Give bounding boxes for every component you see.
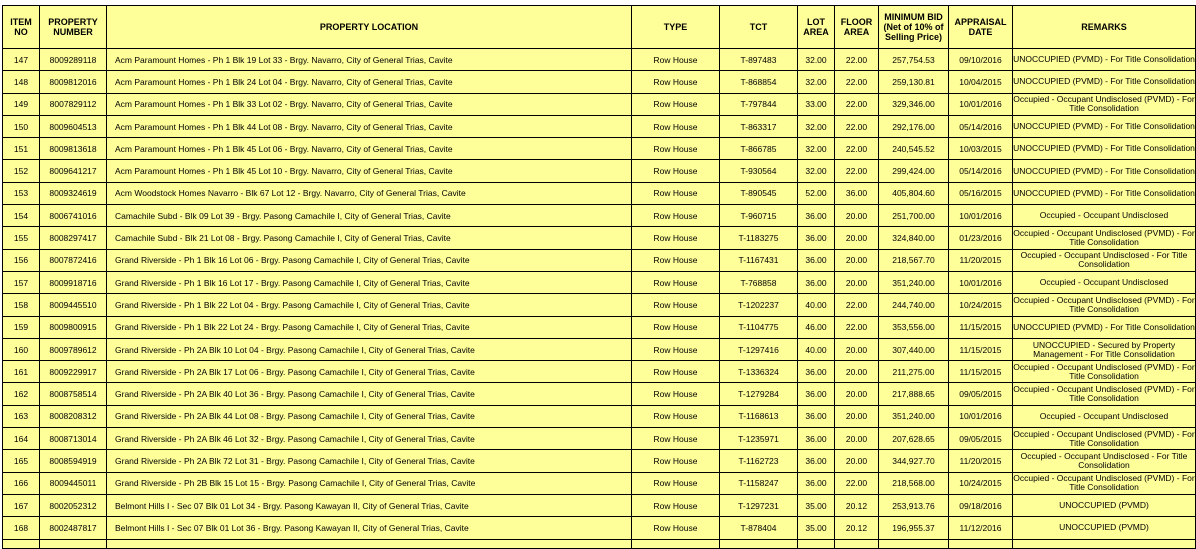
cell-empty — [949, 539, 1013, 548]
cell-min-bid: 292,176.00 — [879, 115, 949, 137]
cell-item-no: 160 — [3, 338, 40, 360]
cell-item-no: 163 — [3, 405, 40, 427]
cell-remarks: UNOCCUPIED (PVMD) - For Title Consolidation — [1013, 49, 1196, 71]
cell-min-bid: 207,628.65 — [879, 428, 949, 450]
cell-appraisal-date: 10/01/2016 — [949, 205, 1013, 227]
cell-lot-area: 40.00 — [798, 338, 835, 360]
cell-item-no: 167 — [3, 494, 40, 516]
cell-tct: T-960715 — [720, 205, 798, 227]
cell-lot-area: 36.00 — [798, 249, 835, 271]
cell-appraisal-date: 09/05/2015 — [949, 383, 1013, 405]
cell-remarks: Occupied - Occupant Undisclosed — [1013, 205, 1196, 227]
table-row — [3, 517, 1196, 539]
col-header-item-no: ITEM NO — [3, 6, 40, 49]
cell-tct: T-1104775 — [720, 316, 798, 338]
cell-lot-area: 32.00 — [798, 49, 835, 71]
cell-tct: T-866785 — [720, 138, 798, 160]
cell-type: Row House — [632, 294, 720, 316]
cell-type: Row House — [632, 361, 720, 383]
cell-min-bid: 251,700.00 — [879, 205, 949, 227]
cell-remarks: UNOCCUPIED (PVMD) - For Title Consolidation — [1013, 160, 1196, 182]
cell-min-bid: 257,754.53 — [879, 49, 949, 71]
cell-lot-area: 35.00 — [798, 517, 835, 539]
cell-lot-area: 32.00 — [798, 160, 835, 182]
cell-remarks: Occupied - Occupant Undisclosed (PVMD) - For Title Consolidation — [1013, 383, 1196, 405]
cell-floor-area: 22.00 — [835, 93, 879, 115]
cell-lot-area: 35.00 — [798, 494, 835, 516]
cell-property-number: 8009229917 — [40, 361, 107, 383]
cell-appraisal-date: 11/20/2015 — [949, 450, 1013, 472]
cell-lot-area: 36.00 — [798, 383, 835, 405]
cell-appraisal-date: 05/14/2016 — [949, 160, 1013, 182]
cell-floor-area: 22.00 — [835, 71, 879, 93]
cell-appraisal-date: 11/15/2015 — [949, 338, 1013, 360]
cell-item-no: 166 — [3, 472, 40, 494]
table-body — [3, 49, 1196, 549]
cell-appraisal-date: 11/15/2015 — [949, 316, 1013, 338]
cell-item-no: 162 — [3, 383, 40, 405]
cell-location: Belmont Hills I - Sec 07 Blk 01 Lot 36 - Brgy. Pasong Kawayan II, City of General Trias, Cavite — [107, 517, 632, 539]
cell-tct: T-897483 — [720, 49, 798, 71]
cell-type: Row House — [632, 71, 720, 93]
cell-lot-area: 32.00 — [798, 71, 835, 93]
cell-lot-area: 36.00 — [798, 405, 835, 427]
cell-floor-area: 20.12 — [835, 494, 879, 516]
cell-property-number: 8008297417 — [40, 227, 107, 249]
cell-type: Row House — [632, 338, 720, 360]
cell-floor-area: 22.00 — [835, 115, 879, 137]
cell-floor-area: 22.00 — [835, 138, 879, 160]
cell-empty — [632, 539, 720, 548]
table-row — [3, 93, 1196, 115]
cell-min-bid: 211,275.00 — [879, 361, 949, 383]
col-header-floor-area: FLOOR AREA — [835, 6, 879, 49]
cell-tct: T-1168613 — [720, 405, 798, 427]
cell-floor-area: 22.00 — [835, 49, 879, 71]
cell-location: Grand Riverside - Ph 2B Blk 15 Lot 15 - Brgy. Pasong Camachile I, City of General Trias, Cavite — [107, 472, 632, 494]
cell-tct: T-1297231 — [720, 494, 798, 516]
cell-floor-area: 20.00 — [835, 450, 879, 472]
cell-tct: T-890545 — [720, 182, 798, 204]
cell-tct: T-1183275 — [720, 227, 798, 249]
cell-property-number: 8009604513 — [40, 115, 107, 137]
cell-remarks: UNOCCUPIED (PVMD) - For Title Consolidation — [1013, 71, 1196, 93]
cell-property-number: 8009445011 — [40, 472, 107, 494]
cell-remarks: UNOCCUPIED (PVMD) — [1013, 517, 1196, 539]
cell-property-number: 8009641217 — [40, 160, 107, 182]
table-row — [3, 361, 1196, 383]
cell-remarks: UNOCCUPIED - Secured by Property Management - For Title Consolidation — [1013, 338, 1196, 360]
cell-remarks: Occupied - Occupant Undisclosed (PVMD) - For Title Consolidation — [1013, 93, 1196, 115]
cell-type: Row House — [632, 138, 720, 160]
cell-empty — [107, 539, 632, 548]
cell-location: Belmont Hills I - Sec 07 Blk 01 Lot 34 - Brgy. Pasong Kawayan II, City of General Trias, Cavite — [107, 494, 632, 516]
cell-tct: T-878404 — [720, 517, 798, 539]
cell-empty — [835, 539, 879, 548]
cell-remarks: Occupied - Occupant Undisclosed (PVMD) - For Title Consolidation — [1013, 361, 1196, 383]
cell-empty — [3, 539, 40, 548]
cell-remarks: UNOCCUPIED (PVMD) — [1013, 494, 1196, 516]
cell-type: Row House — [632, 205, 720, 227]
col-header-appraisal-date: APPRAISAL DATE — [949, 6, 1013, 49]
table-row — [3, 227, 1196, 249]
cell-remarks: UNOCCUPIED (PVMD) - For Title Consolidation — [1013, 138, 1196, 160]
cell-property-number: 8008758514 — [40, 383, 107, 405]
cell-min-bid: 244,740.00 — [879, 294, 949, 316]
cell-tct: T-930564 — [720, 160, 798, 182]
cell-property-number: 8009812016 — [40, 71, 107, 93]
cell-tct: T-1158247 — [720, 472, 798, 494]
cell-tct: T-768858 — [720, 271, 798, 293]
cell-min-bid: 307,440.00 — [879, 338, 949, 360]
cell-location: Camachile Subd - Blk 21 Lot 08 - Brgy. Pasong Camachile I, City of General Trias, Cavite — [107, 227, 632, 249]
cell-remarks: Occupied - Occupant Undisclosed (PVMD) - For Title Consolidation — [1013, 294, 1196, 316]
cell-property-number: 8008594919 — [40, 450, 107, 472]
cell-floor-area: 22.00 — [835, 472, 879, 494]
table-row — [3, 138, 1196, 160]
cell-location: Acm Paramount Homes - Ph 1 Blk 19 Lot 33 - Brgy. Navarro, City of General Trias, Cavite — [107, 49, 632, 71]
cell-property-number: 8009789612 — [40, 338, 107, 360]
cell-appraisal-date: 10/24/2015 — [949, 472, 1013, 494]
cell-min-bid: 196,955.37 — [879, 517, 949, 539]
cell-floor-area: 20.00 — [835, 383, 879, 405]
cell-location: Acm Paramount Homes - Ph 1 Blk 24 Lot 04 - Brgy. Navarro, City of General Trias, Cavite — [107, 71, 632, 93]
cell-location: Acm Paramount Homes - Ph 1 Blk 45 Lot 06 - Brgy. Navarro, City of General Trias, Cavite — [107, 138, 632, 160]
cell-appraisal-date: 09/05/2015 — [949, 428, 1013, 450]
cell-item-no: 147 — [3, 49, 40, 71]
cell-appraisal-date: 11/20/2015 — [949, 249, 1013, 271]
cell-appraisal-date: 10/24/2015 — [949, 294, 1013, 316]
cell-type: Row House — [632, 49, 720, 71]
table-row — [3, 49, 1196, 71]
cell-appraisal-date: 10/01/2016 — [949, 93, 1013, 115]
cell-type: Row House — [632, 227, 720, 249]
cell-min-bid: 299,424.00 — [879, 160, 949, 182]
cell-property-number: 8008713014 — [40, 428, 107, 450]
cell-location: Grand Riverside - Ph 2A Blk 10 Lot 04 - Brgy. Pasong Camachile I, City of General Trias, Cavite — [107, 338, 632, 360]
cell-item-no: 158 — [3, 294, 40, 316]
cell-lot-area: 32.00 — [798, 115, 835, 137]
cell-property-number: 8007872416 — [40, 249, 107, 271]
cell-floor-area: 20.00 — [835, 405, 879, 427]
cell-appraisal-date: 11/15/2015 — [949, 361, 1013, 383]
cell-min-bid: 240,545.52 — [879, 138, 949, 160]
cell-empty — [798, 539, 835, 548]
cell-type: Row House — [632, 450, 720, 472]
cell-appraisal-date: 11/12/2016 — [949, 517, 1013, 539]
cell-min-bid: 259,130.81 — [879, 71, 949, 93]
cell-floor-area: 22.00 — [835, 160, 879, 182]
property-listing-table — [2, 5, 1196, 549]
cell-item-no: 149 — [3, 93, 40, 115]
cell-min-bid: 329,346.00 — [879, 93, 949, 115]
col-header-type: TYPE — [632, 6, 720, 49]
table-row — [3, 428, 1196, 450]
cell-property-number: 8009324619 — [40, 182, 107, 204]
cell-floor-area: 20.00 — [835, 338, 879, 360]
cell-tct: T-1279284 — [720, 383, 798, 405]
cell-min-bid: 344,927.70 — [879, 450, 949, 472]
cell-min-bid: 218,568.00 — [879, 472, 949, 494]
cell-floor-area: 20.00 — [835, 227, 879, 249]
cell-floor-area: 20.12 — [835, 517, 879, 539]
cell-property-number: 8002052312 — [40, 494, 107, 516]
cell-min-bid: 351,240.00 — [879, 405, 949, 427]
cell-property-number: 8009918716 — [40, 271, 107, 293]
cell-item-no: 150 — [3, 115, 40, 137]
cell-tct: T-868854 — [720, 71, 798, 93]
table-row — [3, 294, 1196, 316]
cell-location: Grand Riverside - Ph 1 Blk 16 Lot 17 - Brgy. Pasong Camachile I, City of General Trias, Cavite — [107, 271, 632, 293]
cell-type: Row House — [632, 115, 720, 137]
cell-type: Row House — [632, 316, 720, 338]
cell-property-number: 8009445510 — [40, 294, 107, 316]
cell-min-bid: 405,804.60 — [879, 182, 949, 204]
cell-tct: T-1336324 — [720, 361, 798, 383]
cell-min-bid: 353,556.00 — [879, 316, 949, 338]
cell-item-no: 164 — [3, 428, 40, 450]
cell-type: Row House — [632, 271, 720, 293]
cell-floor-area: 22.00 — [835, 316, 879, 338]
cell-empty — [1013, 539, 1196, 548]
cell-property-number: 8007829112 — [40, 93, 107, 115]
cell-lot-area: 36.00 — [798, 472, 835, 494]
cell-location: Grand Riverside - Ph 1 Blk 22 Lot 24 - Brgy. Pasong Camachile I, City of General Trias, Cavite — [107, 316, 632, 338]
cell-location: Acm Paramount Homes - Ph 1 Blk 45 Lot 10 - Brgy. Navarro, City of General Trias, Cavite — [107, 160, 632, 182]
cell-property-number: 8009800915 — [40, 316, 107, 338]
table-row — [3, 472, 1196, 494]
table-row-cutoff — [3, 539, 1196, 548]
cell-appraisal-date: 09/18/2016 — [949, 494, 1013, 516]
cell-location: Grand Riverside - Ph 2A Blk 17 Lot 06 - Brgy. Pasong Camachile I, City of General Trias, Cavite — [107, 361, 632, 383]
table-row — [3, 71, 1196, 93]
cell-item-no: 156 — [3, 249, 40, 271]
cell-lot-area: 32.00 — [798, 138, 835, 160]
table-row — [3, 316, 1196, 338]
cell-item-no: 151 — [3, 138, 40, 160]
cell-type: Row House — [632, 472, 720, 494]
col-header-lot-area: LOT AREA — [798, 6, 835, 49]
cell-appraisal-date: 10/01/2016 — [949, 271, 1013, 293]
cell-remarks: UNOCCUPIED (PVMD) - For Title Consolidation — [1013, 115, 1196, 137]
cell-floor-area: 20.00 — [835, 271, 879, 293]
cell-tct: T-1167431 — [720, 249, 798, 271]
header-row — [3, 6, 1196, 49]
col-header-location: PROPERTY LOCATION — [107, 6, 632, 49]
col-header-min-bid: MINIMUM BID (Net of 10% of Selling Price) — [879, 6, 949, 49]
cell-floor-area: 22.00 — [835, 294, 879, 316]
cell-type: Row House — [632, 249, 720, 271]
cell-floor-area: 20.00 — [835, 205, 879, 227]
cell-min-bid: 217,888.65 — [879, 383, 949, 405]
cell-location: Acm Paramount Homes - Ph 1 Blk 44 Lot 08 - Brgy. Navarro, City of General Trias, Cavite — [107, 115, 632, 137]
table-row — [3, 383, 1196, 405]
cell-location: Grand Riverside - Ph 2A Blk 40 Lot 36 - Brgy. Pasong Camachile I, City of General Trias, Cavite — [107, 383, 632, 405]
col-header-property-number: PROPERTY NUMBER — [40, 6, 107, 49]
cell-remarks: UNOCCUPIED (PVMD) - For Title Consolidation — [1013, 182, 1196, 204]
table-row — [3, 182, 1196, 204]
cell-location: Grand Riverside - Ph 2A Blk 44 Lot 08 - Brgy. Pasong Camachile I, City of General Trias, Cavite — [107, 405, 632, 427]
cell-empty — [720, 539, 798, 548]
cell-location: Camachile Subd - Blk 09 Lot 39 - Brgy. Pasong Camachile I, City of General Trias, Cavite — [107, 205, 632, 227]
cell-type: Row House — [632, 182, 720, 204]
cell-property-number: 8008208312 — [40, 405, 107, 427]
cell-item-no: 168 — [3, 517, 40, 539]
cell-tct: T-1202237 — [720, 294, 798, 316]
table-row — [3, 450, 1196, 472]
cell-floor-area: 20.00 — [835, 249, 879, 271]
cell-lot-area: 52.00 — [798, 182, 835, 204]
cell-empty — [879, 539, 949, 548]
cell-appraisal-date: 05/16/2015 — [949, 182, 1013, 204]
cell-lot-area: 46.00 — [798, 316, 835, 338]
cell-location: Grand Riverside - Ph 1 Blk 16 Lot 06 - Brgy. Pasong Camachile I, City of General Trias, Cavite — [107, 249, 632, 271]
cell-remarks: Occupied - Occupant Undisclosed (PVMD) - For Title Consolidation — [1013, 227, 1196, 249]
cell-location: Grand Riverside - Ph 2A Blk 46 Lot 32 - Brgy. Pasong Camachile I, City of General Trias, Cavite — [107, 428, 632, 450]
col-header-remarks: REMARKS — [1013, 6, 1196, 49]
cell-floor-area: 20.00 — [835, 428, 879, 450]
cell-remarks: Occupied - Occupant Undisclosed - For Title Consolidation — [1013, 249, 1196, 271]
cell-item-no: 165 — [3, 450, 40, 472]
cell-item-no: 155 — [3, 227, 40, 249]
cell-type: Row House — [632, 517, 720, 539]
cell-appraisal-date: 10/04/2015 — [949, 71, 1013, 93]
cell-lot-area: 36.00 — [798, 205, 835, 227]
cell-property-number: 8009289118 — [40, 49, 107, 71]
cell-appraisal-date: 10/01/2016 — [949, 405, 1013, 427]
cell-min-bid: 218,567.70 — [879, 249, 949, 271]
cell-item-no: 148 — [3, 71, 40, 93]
cell-floor-area: 36.00 — [835, 182, 879, 204]
cell-lot-area: 40.00 — [798, 294, 835, 316]
cell-item-no: 157 — [3, 271, 40, 293]
cell-tct: T-863317 — [720, 115, 798, 137]
cell-lot-area: 33.00 — [798, 93, 835, 115]
table-row — [3, 160, 1196, 182]
cell-type: Row House — [632, 383, 720, 405]
cell-remarks: Occupied - Occupant Undisclosed — [1013, 271, 1196, 293]
cell-location: Acm Paramount Homes - Ph 1 Blk 33 Lot 02 - Brgy. Navarro, City of General Trias, Cavite — [107, 93, 632, 115]
table-row — [3, 249, 1196, 271]
cell-item-no: 152 — [3, 160, 40, 182]
cell-empty — [40, 539, 107, 548]
cell-type: Row House — [632, 160, 720, 182]
cell-min-bid: 253,913.76 — [879, 494, 949, 516]
cell-lot-area: 36.00 — [798, 227, 835, 249]
cell-item-no: 154 — [3, 205, 40, 227]
cell-property-number: 8009813618 — [40, 138, 107, 160]
cell-tct: T-1297416 — [720, 338, 798, 360]
cell-type: Row House — [632, 494, 720, 516]
cell-min-bid: 324,840.00 — [879, 227, 949, 249]
table-row — [3, 494, 1196, 516]
table-row — [3, 115, 1196, 137]
cell-remarks: Occupied - Occupant Undisclosed — [1013, 405, 1196, 427]
cell-location: Grand Riverside - Ph 2A Blk 72 Lot 31 - Brgy. Pasong Camachile I, City of General Trias, Cavite — [107, 450, 632, 472]
cell-tct: T-797844 — [720, 93, 798, 115]
cell-appraisal-date: 09/10/2016 — [949, 49, 1013, 71]
cell-tct: T-1162723 — [720, 450, 798, 472]
cell-remarks: Occupied - Occupant Undisclosed (PVMD) - For Title Consolidation — [1013, 428, 1196, 450]
cell-appraisal-date: 01/23/2016 — [949, 227, 1013, 249]
col-header-tct: TCT — [720, 6, 798, 49]
cell-lot-area: 36.00 — [798, 361, 835, 383]
cell-property-number: 8006741016 — [40, 205, 107, 227]
cell-lot-area: 36.00 — [798, 428, 835, 450]
cell-type: Row House — [632, 405, 720, 427]
cell-type: Row House — [632, 428, 720, 450]
cell-remarks: Occupied - Occupant Undisclosed - For Title Consolidation — [1013, 450, 1196, 472]
cell-item-no: 159 — [3, 316, 40, 338]
cell-item-no: 153 — [3, 182, 40, 204]
table-row — [3, 338, 1196, 360]
cell-item-no: 161 — [3, 361, 40, 383]
table-row — [3, 405, 1196, 427]
cell-location: Grand Riverside - Ph 1 Blk 22 Lot 04 - Brgy. Pasong Camachile I, City of General Trias, Cavite — [107, 294, 632, 316]
cell-floor-area: 20.00 — [835, 361, 879, 383]
cell-property-number: 8002487817 — [40, 517, 107, 539]
cell-location: Acm Woodstock Homes Navarro - Blk 67 Lot 12 - Brgy. Navarro, City of General Trias, Cavite — [107, 182, 632, 204]
table-row — [3, 205, 1196, 227]
table-row — [3, 271, 1196, 293]
cell-lot-area: 36.00 — [798, 271, 835, 293]
cell-tct: T-1235971 — [720, 428, 798, 450]
cell-type: Row House — [632, 93, 720, 115]
cell-remarks: Occupied - Occupant Undisclosed (PVMD) - For Title Consolidation — [1013, 472, 1196, 494]
cell-appraisal-date: 05/14/2016 — [949, 115, 1013, 137]
cell-lot-area: 36.00 — [798, 450, 835, 472]
cell-appraisal-date: 10/03/2015 — [949, 138, 1013, 160]
cell-min-bid: 351,240.00 — [879, 271, 949, 293]
cell-remarks: UNOCCUPIED (PVMD) - For Title Consolidation — [1013, 316, 1196, 338]
